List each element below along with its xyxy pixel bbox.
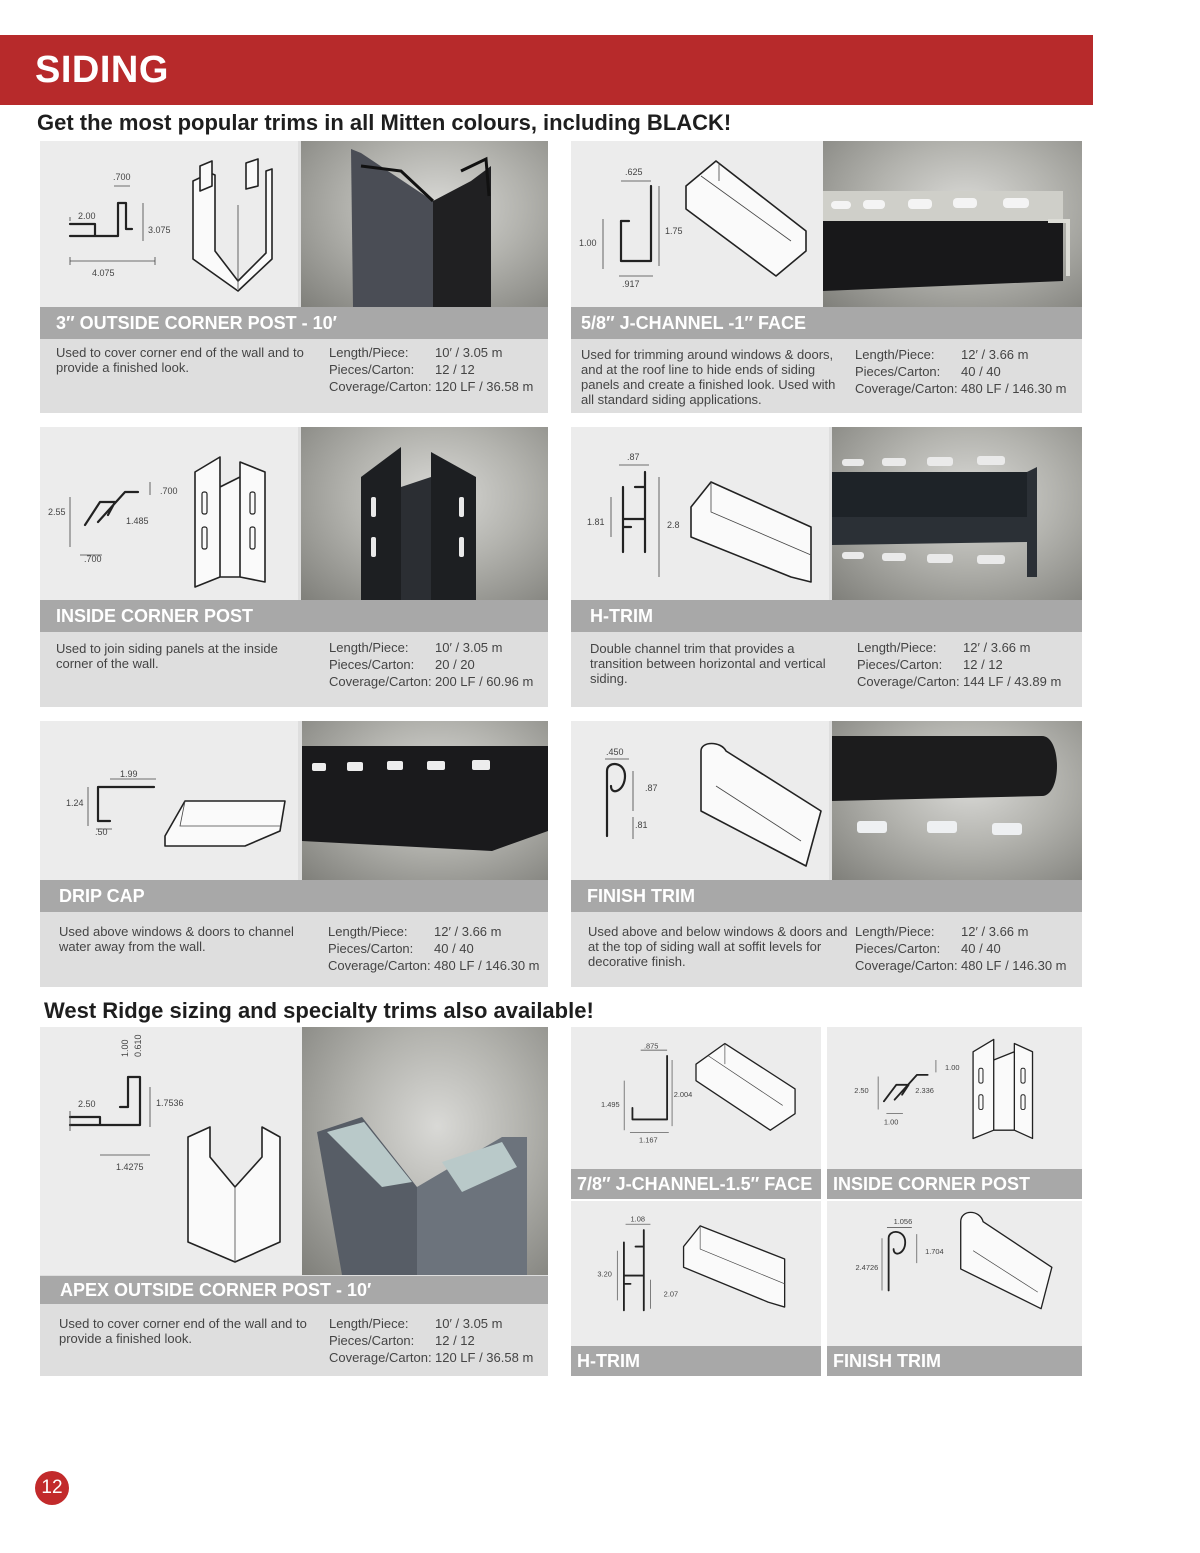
spec-label: Length/Piece: [328,924,408,939]
dim-label: .81 [635,820,648,830]
spec-value: 10′ / 3.05 m [435,640,503,655]
product-card-h-trim [571,427,1082,707]
dim-label: 1.7536 [156,1098,184,1108]
dim-label: 1.99 [120,769,138,779]
product-specs [329,639,533,690]
west-ridge-card-j-channel [571,1027,821,1199]
dim-label: 2.004 [673,1090,693,1100]
dim-label: 1.00 [945,1062,960,1072]
spec-value: 200 LF / 60.96 m [435,674,534,689]
dim-label: 1.81 [587,517,605,527]
dim-label: 1.08 [630,1214,646,1224]
spec-label: Coverage/Carton: [329,379,432,394]
spec-value: 12′ / 3.66 m [963,640,1031,655]
section-title: SIDING [35,49,169,91]
dim-label: .700 [160,486,178,496]
spec-value: 480 LF / 146.30 m [434,958,540,973]
profile-diagram [40,141,298,307]
dim-label: .700 [84,554,102,564]
profile-diagram [571,141,823,307]
spec-label: Coverage/Carton: [855,381,958,396]
spec-label: Length/Piece: [329,345,409,360]
product-card-j-channel [571,141,1082,413]
spec-value: 120 LF / 36.58 m [435,1350,534,1365]
product-title: INSIDE CORNER POST [827,1169,1082,1199]
dim-label: .87 [645,783,658,793]
product-specs [328,923,540,974]
spec-value: 40 / 40 [961,364,1001,379]
product-card-apex-outside-corner-post [40,1027,548,1376]
main-subhead: Get the most popular trims in all Mitten colours, including BLACK! [37,110,732,135]
product-description: Used above windows & doors to channel water away from the wall. [59,924,294,954]
west-ridge-card-inside-corner-post [827,1027,1082,1199]
product-specs [329,1315,533,1366]
dim-label: 1.485 [126,516,149,526]
profile-diagram [40,1027,302,1275]
spec-label: Coverage/Carton: [855,958,958,973]
dim-label: 1.167 [639,1135,658,1145]
dim-label: 1.056 [893,1217,913,1227]
dim-label: 2.07 [663,1289,679,1299]
spec-label: Length/Piece: [855,924,935,939]
product-specs [855,923,1067,974]
product-card-outside-corner-post [40,141,548,413]
dim-label: .450 [606,747,624,757]
product-description: Used above and below windows & doors and at the top of siding wall at soffit levels for decorative finish. [588,924,848,969]
dim-label: 2.50 [78,1099,96,1109]
spec-label: Length/Piece: [857,640,937,655]
product-description: Used to cover corner end of the wall and to provide a finished look. [59,1316,307,1346]
product-title: H-TRIM [571,600,1082,632]
product-specs [855,346,1067,397]
spec-value: 480 LF / 146.30 m [961,958,1067,973]
dim-label: 2.50 [854,1086,869,1096]
spec-label: Coverage/Carton: [329,1350,432,1365]
product-description: Double channel trim that provides a transition between horizontal and vertical siding. [590,641,826,686]
product-card-finish-trim [571,721,1082,987]
section-header [0,35,1093,105]
product-title: H-TRIM [571,1346,821,1376]
dim-label: 2.55 [48,507,66,517]
spec-label: Coverage/Carton: [329,674,432,689]
dim-label: .625 [625,167,643,177]
dim-label: 1.704 [925,1247,944,1257]
product-card-drip-cap [40,721,548,987]
dim-label: 1.75 [665,226,683,236]
spec-value: 12 / 12 [963,657,1003,672]
product-title: 5/8″ J-CHANNEL -1″ FACE [571,307,1082,339]
spec-value: 144 LF / 43.89 m [963,674,1062,689]
spec-label: Coverage/Carton: [857,674,960,689]
spec-label: Length/Piece: [329,640,409,655]
spec-value: 480 LF / 146.30 m [961,381,1067,396]
product-description: Used for trimming around windows & doors, and at the roof line to hide ends of siding panels and create a finished look. Used with all standard siding applications. [581,347,836,407]
product-photo [301,427,548,600]
secondary-subhead: West Ridge sizing and specialty trims also available! [44,998,594,1023]
spec-label: Coverage/Carton: [328,958,431,973]
product-specs [329,344,533,395]
profile-diagram [40,427,298,600]
spec-value: 12′ / 3.66 m [961,347,1029,362]
dim-label: .917 [622,279,640,289]
dim-label: 2.00 [78,211,96,221]
spec-value: 12 / 12 [435,1333,475,1348]
dim-label: 1.4275 [116,1162,144,1172]
dim-label: .50 [95,827,108,837]
product-title: 3″ OUTSIDE CORNER POST - 10′ [40,307,548,339]
spec-label: Pieces/Carton: [855,364,941,379]
product-description: Used to join siding panels at the inside corner of the wall. [56,641,278,671]
spec-value: 20 / 20 [435,657,475,672]
product-specs [857,639,1061,690]
product-title: DRIP CAP [40,880,548,912]
dim-label: 1.495 [601,1100,620,1110]
profile-diagram [40,721,298,880]
dim-label: .700 [113,172,131,182]
spec-label: Length/Piece: [329,1316,409,1331]
dim-label: 1.00 [579,238,597,248]
dim-label: 0.610 [133,1034,143,1057]
west-ridge-card-h-trim [571,1201,821,1376]
dim-label: 3.075 [148,225,171,235]
dim-label: 1.24 [66,798,84,808]
spec-label: Pieces/Carton: [329,1333,415,1348]
dim-label: 1.00 [120,1039,130,1057]
product-title: INSIDE CORNER POST [40,600,548,632]
dim-label: .875 [643,1041,659,1051]
spec-value: 10′ / 3.05 m [435,1316,503,1331]
product-photo [302,1027,548,1275]
product-photo [823,141,1082,307]
product-description: Used to cover corner end of the wall and to provide a finished look. [56,345,304,375]
dim-label: 3.20 [597,1269,612,1279]
spec-value: 12′ / 3.66 m [434,924,502,939]
page-number: 12 [35,1471,69,1505]
dim-label: .87 [627,452,640,462]
product-title: FINISH TRIM [571,880,1082,912]
spec-label: Pieces/Carton: [328,941,414,956]
product-photo [302,721,548,880]
spec-label: Pieces/Carton: [857,657,943,672]
spec-label: Pieces/Carton: [329,657,415,672]
product-photo [832,427,1082,600]
west-ridge-card-finish-trim [827,1201,1082,1376]
dim-label: 2.4726 [855,1262,879,1272]
dim-label: 4.075 [92,268,115,278]
product-title: FINISH TRIM [827,1346,1082,1376]
product-photo [301,141,548,307]
profile-diagram [571,721,829,880]
spec-value: 40 / 40 [961,941,1001,956]
spec-label: Pieces/Carton: [329,362,415,377]
product-photo [832,721,1082,880]
dim-label: 1.00 [883,1117,899,1127]
spec-value: 12′ / 3.66 m [961,924,1029,939]
profile-diagram [571,427,829,600]
spec-value: 40 / 40 [434,941,474,956]
product-card-inside-corner-post [40,427,548,707]
spec-label: Length/Piece: [855,347,935,362]
dim-label: 2.336 [915,1086,934,1096]
spec-label: Pieces/Carton: [855,941,941,956]
product-title: APEX OUTSIDE CORNER POST - 10′ [40,1276,548,1304]
spec-value: 12 / 12 [435,362,475,377]
spec-value: 10′ / 3.05 m [435,345,503,360]
product-title: 7/8″ J-CHANNEL-1.5″ FACE [571,1169,821,1199]
spec-value: 120 LF / 36.58 m [435,379,534,394]
dim-label: 2.8 [667,520,680,530]
